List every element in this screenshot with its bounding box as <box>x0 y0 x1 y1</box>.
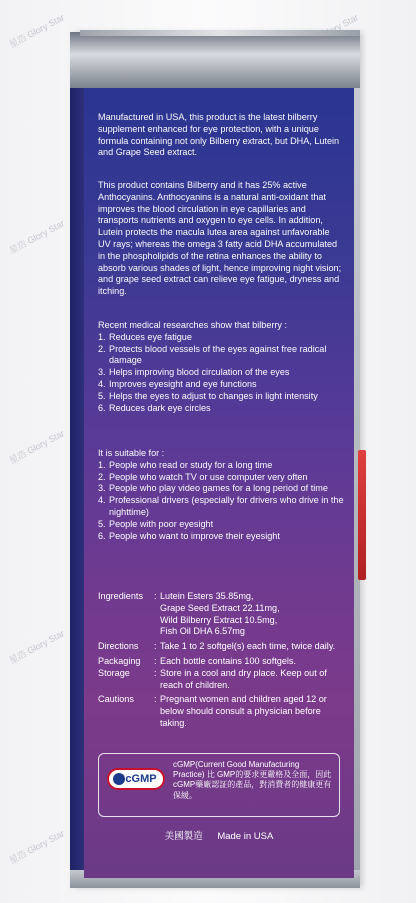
cgmp-logo: cGMP <box>107 768 165 790</box>
research-section <box>98 320 344 414</box>
made-in-usa <box>84 828 354 842</box>
list-item: 3. Helps improving blood circulation of the eyes <box>98 367 290 378</box>
box-side-left <box>70 88 84 878</box>
suitable-section <box>98 448 344 542</box>
list-item: 5. People with poor eyesight <box>98 518 214 529</box>
research-list <box>98 332 344 415</box>
cgmp-description: cGMP(Current Good Manufacturing Practice) 比 GMP的要求更嚴格及全面，因此 cGMP藥廠認証的產品，對消費者的健康更有保緩。 <box>173 760 332 800</box>
list-item: 5. Helps the eyes to adjust to changes in light intensity <box>98 390 318 401</box>
list-item: 2. People who watch TV or use computer very often <box>98 471 308 482</box>
watermark: 星浩 Glory Star <box>7 828 67 866</box>
list-item: 2. Protects blood vessels of the eyes against free radical damage <box>98 343 327 366</box>
suitable-heading: It is suitable for : <box>98 448 165 458</box>
list-item: 4. Professional drivers (especially for drivers who drive in the nighttime) <box>98 495 344 517</box>
research-heading: Recent medical researches show that bilberry : <box>98 320 288 330</box>
cgmp-box <box>98 753 340 817</box>
made-in-zh: 美國製造 <box>164 831 203 842</box>
watermark: 星浩 Glory Star <box>7 428 67 466</box>
ingredient-line: Lutein Esters 35.85mg, <box>160 591 254 601</box>
list-item: 1. Reduces eye fatigue <box>98 331 192 342</box>
intro-paragraph-2: This product contains Bilberry and it has 25% active Anthocyanins. Anthocyanins is a natural anti-oxidant that improves the blood circulation in eye capillaries and transports nutrients and oxygen to eye cells. In addition, Lutein protects the macula lutea area against unfavorable UV rays; whereas the omega 3 fatty acid DHA accumulated in the phospholipids of the retina enhances the ability to absorb various shades of light, hence improving night vision; and grape seed extract can relieve eye fatigue, dryness and itching. <box>98 180 342 297</box>
list-item: 6. People who want to improve their eyesight <box>98 530 280 541</box>
made-in-en: Made in USA <box>217 831 274 842</box>
storage-row: Storage : Store in a cool and dry place. Keep out of reach of children. <box>98 667 327 690</box>
directions-row: Directions : Take 1 to 2 softgel(s) each time, twice daily. <box>98 641 336 652</box>
list-item: 4. Improves eyesight and eye functions <box>98 378 257 389</box>
intro-paragraph-1: Manufactured in USA, this product is the latest bilberry supplement enhanced for eye protection, with a unique formula containing not only Bilberry extract, but DHA, Lutein and Grape Seed extract. <box>98 112 340 158</box>
box-top-edge <box>80 30 360 36</box>
ingredient-line: Fish Oil DHA 6.57mg <box>160 626 245 637</box>
watermark: 星浩 Glory Star <box>7 12 67 50</box>
box-top-metallic <box>70 32 360 88</box>
red-object-behind-box <box>358 450 366 580</box>
ingredient-line: Wild Bilberry Extract 10.5mg, <box>160 614 278 625</box>
cgmp-logo-mark-icon <box>113 773 125 785</box>
cautions-row: Cautions : Pregnant women and children aged 12 or below should consult a physician before taking. <box>98 694 327 728</box>
watermark: 星浩 Glory Star <box>7 218 67 256</box>
watermark: 星浩 Glory Star <box>7 628 67 666</box>
suitable-list <box>98 460 344 543</box>
packaging-row: Packaging : Each bottle contains 100 softgels. <box>98 655 296 666</box>
ingredients-row: Ingredients : Lutein Esters 35.85mg, Grape Seed Extract 22.11mg, Wild Bilberry Extract 10.5mg, Fish Oil DHA 6.57mg <box>98 591 280 637</box>
product-details <box>98 591 348 730</box>
list-item: 3. People who play video games for a long period of time <box>98 483 328 494</box>
label-panel <box>84 88 354 878</box>
list-item: 6. Reduces dark eye circles <box>98 402 211 413</box>
list-item: 1. People who read or study for a long time <box>98 459 273 470</box>
ingredient-line: Grape Seed Extract 22.11mg, <box>160 602 280 613</box>
